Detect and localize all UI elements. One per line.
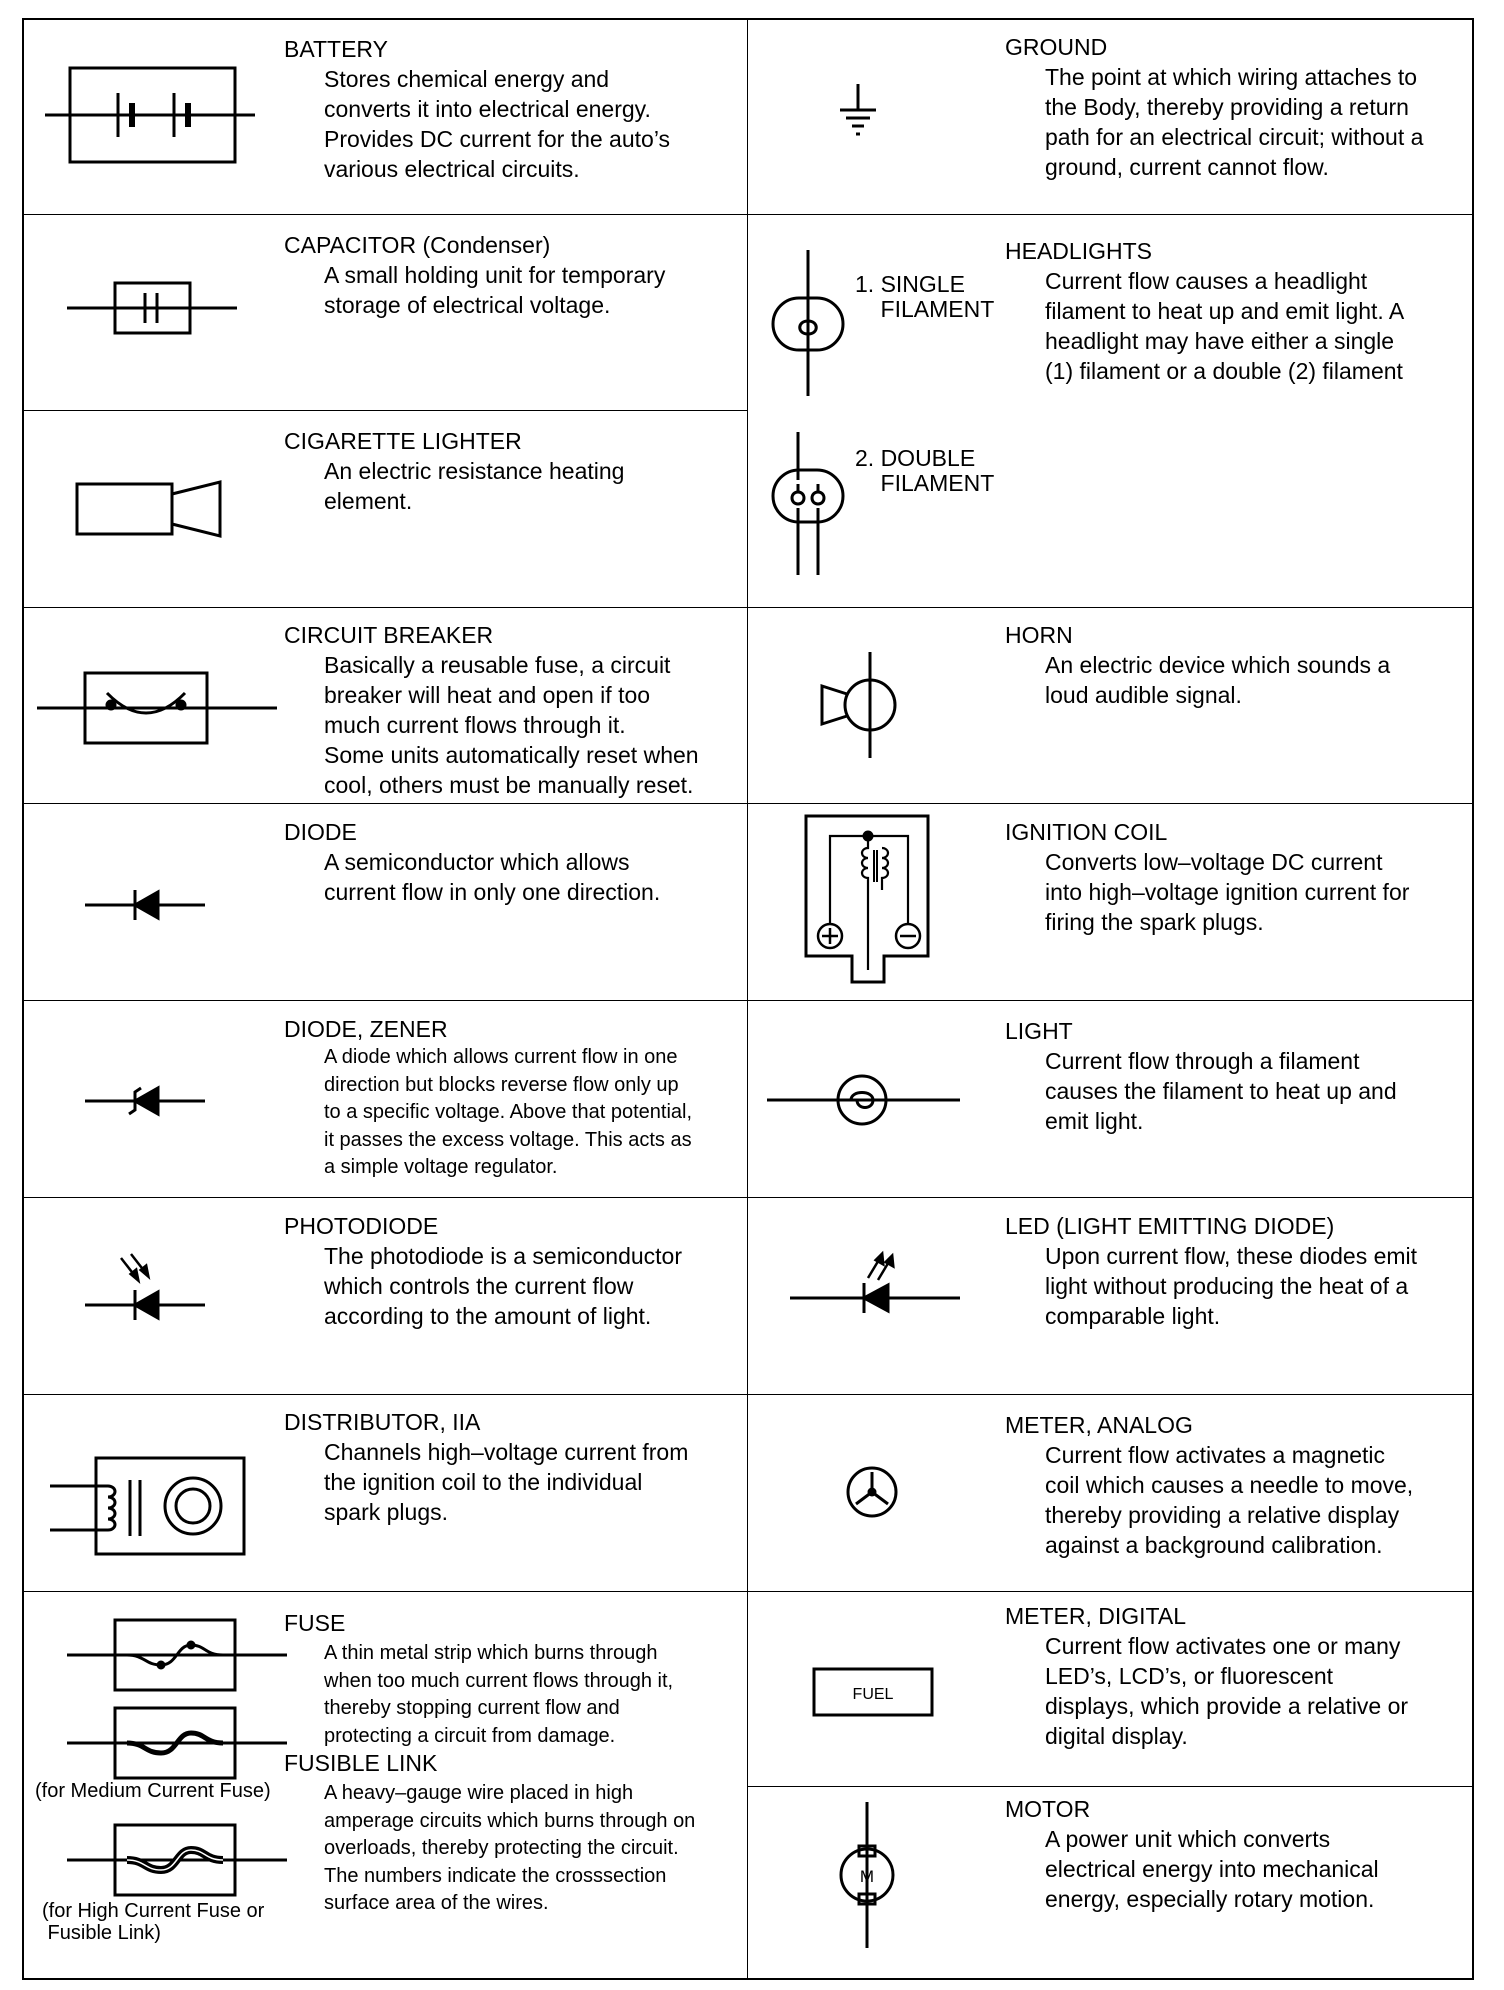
headlights-title: HEADLIGHTS <box>1005 238 1152 264</box>
photodiode-description: The photodiode is a semiconductor which controls the current flow according to the amount of light. <box>324 1243 682 1329</box>
single-filament-label: 1. SINGLE FILAMENT <box>855 271 995 322</box>
cigarette-lighter-title: CIGARETTE LIGHTER <box>284 428 522 454</box>
ignition-coil-icon <box>800 810 970 990</box>
circuit-breaker-icon <box>35 663 285 753</box>
motor-title: MOTOR <box>1005 1796 1091 1822</box>
analog-meter-icon <box>838 1458 908 1528</box>
circuit-breaker-title: CIRCUIT BREAKER <box>284 622 494 648</box>
capacitor-title: CAPACITOR (Condenser) <box>284 232 551 258</box>
ground-icon <box>830 80 890 140</box>
fusible-link-title: FUSIBLE LINK <box>284 1750 438 1776</box>
battery-icon <box>40 55 270 175</box>
zener-diode-title: DIODE, ZENER <box>284 1016 448 1042</box>
row-divider <box>22 607 1474 608</box>
fusible-link-icon <box>65 1822 295 1902</box>
fuse-icon <box>65 1615 295 1695</box>
ignition-coil-description: Converts low–voltage DC current into high–voltage ignition current for firing the spark plugs. <box>1045 849 1410 935</box>
analog-meter-title: METER, ANALOG <box>1005 1412 1193 1438</box>
digital-meter-title: METER, DIGITAL <box>1005 1603 1187 1629</box>
cigarette-lighter-description: An electric resistance heating element. <box>324 458 625 514</box>
distributor-icon <box>48 1450 258 1560</box>
row-divider <box>22 1394 1474 1395</box>
led-title: LED (LIGHT EMITTING DIODE) <box>1005 1213 1335 1239</box>
distributor-description: Channels high–voltage current from the ignition coil to the individual spark plugs. <box>324 1439 689 1525</box>
analog-meter-description: Current flow activates a magnetic coil which causes a needle to move, thereby providing a relative display against a background calibration. <box>1045 1442 1414 1558</box>
double-filament-label: 2. DOUBLE FILAMENT <box>855 445 995 496</box>
battery-title: BATTERY <box>284 36 388 62</box>
horn-icon <box>810 650 910 760</box>
ignition-coil-title: IGNITION COIL <box>1005 819 1168 845</box>
distributor-title: DISTRIBUTOR, IIA <box>284 1409 481 1435</box>
fuse-description: A thin metal strip which burns through when too much current flows through it, thereby stopping current flow and protecting a circuit from damage. <box>324 1642 674 1747</box>
zener-diode-description: A diode which allows current flow in one direction but blocks reverse flow only up to a specific voltage. Above that potential, it passes the excess voltage. This acts as a simple voltage regulator. <box>324 1046 693 1178</box>
digital-meter-display-text: FUEL <box>852 1686 894 1703</box>
circuit-breaker-description: Basically a reusable fuse, a circuit breaker will heat and open if too much current flows through it. Some units automatically reset when cool, others must be manually reset. <box>324 652 699 798</box>
capacitor-description: A small holding unit for temporary storage of electrical voltage. <box>324 262 666 318</box>
fuse-title: FUSE <box>284 1610 346 1636</box>
high-current-fuse-caption: (for High Current Fuse or Fusible Link) <box>42 1900 265 1944</box>
medium-current-fuse-caption: (for Medium Current Fuse) <box>35 1780 271 1802</box>
diode-icon <box>83 880 213 930</box>
motor-description: A power unit which converts electrical energy into mechanical energy, especially rotary motion. <box>1045 1826 1379 1912</box>
single-filament-headlight-icon <box>765 248 855 398</box>
cigarette-lighter-icon <box>75 476 245 546</box>
row-divider <box>22 1591 1474 1592</box>
row-divider <box>748 1786 1474 1787</box>
capacitor-icon <box>65 273 245 343</box>
ground-description: The point at which wiring attaches to the Body, thereby providing a return path for an electrical circuit; without a ground, current cannot flow. <box>1045 64 1424 180</box>
photodiode-icon <box>83 1250 213 1330</box>
headlights-description: Current flow causes a headlight filament to heat up and emit light. A headlight may have either a single (1) filament or a double (2) filament <box>1045 268 1405 384</box>
photodiode-title: PHOTODIODE <box>284 1213 439 1239</box>
zener-diode-icon <box>83 1076 213 1126</box>
digital-meter-icon <box>810 1665 940 1725</box>
light-title: LIGHT <box>1005 1018 1073 1044</box>
light-icon <box>765 1070 965 1130</box>
row-divider <box>22 1000 1474 1001</box>
digital-meter-description: Current flow activates one or many LED’s, LCD’s, or fluorescent displays, which provide a relative or digital display. <box>1045 1633 1409 1749</box>
center-divider <box>747 18 748 1980</box>
light-description: Current flow through a filament causes the filament to heat up and emit light. <box>1045 1048 1397 1134</box>
battery-description: Stores chemical energy and converts it into electrical energy. Provides DC current for the auto’s various electrical circuits. <box>324 66 671 182</box>
row-divider <box>22 1197 1474 1198</box>
medium-current-fuse-icon <box>65 1703 295 1783</box>
led-icon <box>788 1250 968 1330</box>
diode-description: A semiconductor which allows current flow in only one direction. <box>324 849 661 905</box>
row-divider <box>22 214 1474 215</box>
motor-symbol-letter: M <box>859 1867 875 1886</box>
horn-title: HORN <box>1005 622 1073 648</box>
fusible-link-description: A heavy–gauge wire placed in high amperage circuits which burns through on overloads, thereby protecting the circuit. The numbers indicate the crosssection surface area of the wires. <box>324 1782 696 1914</box>
led-description: Upon current flow, these diodes emit light without producing the heat of a comparable light. <box>1045 1243 1418 1329</box>
diode-title: DIODE <box>284 819 357 845</box>
row-divider <box>22 803 1474 804</box>
horn-description: An electric device which sounds a loud audible signal. <box>1045 652 1391 708</box>
motor-icon <box>830 1800 910 1950</box>
row-divider <box>22 410 748 411</box>
double-filament-headlight-icon <box>765 430 855 580</box>
ground-title: GROUND <box>1005 34 1108 60</box>
